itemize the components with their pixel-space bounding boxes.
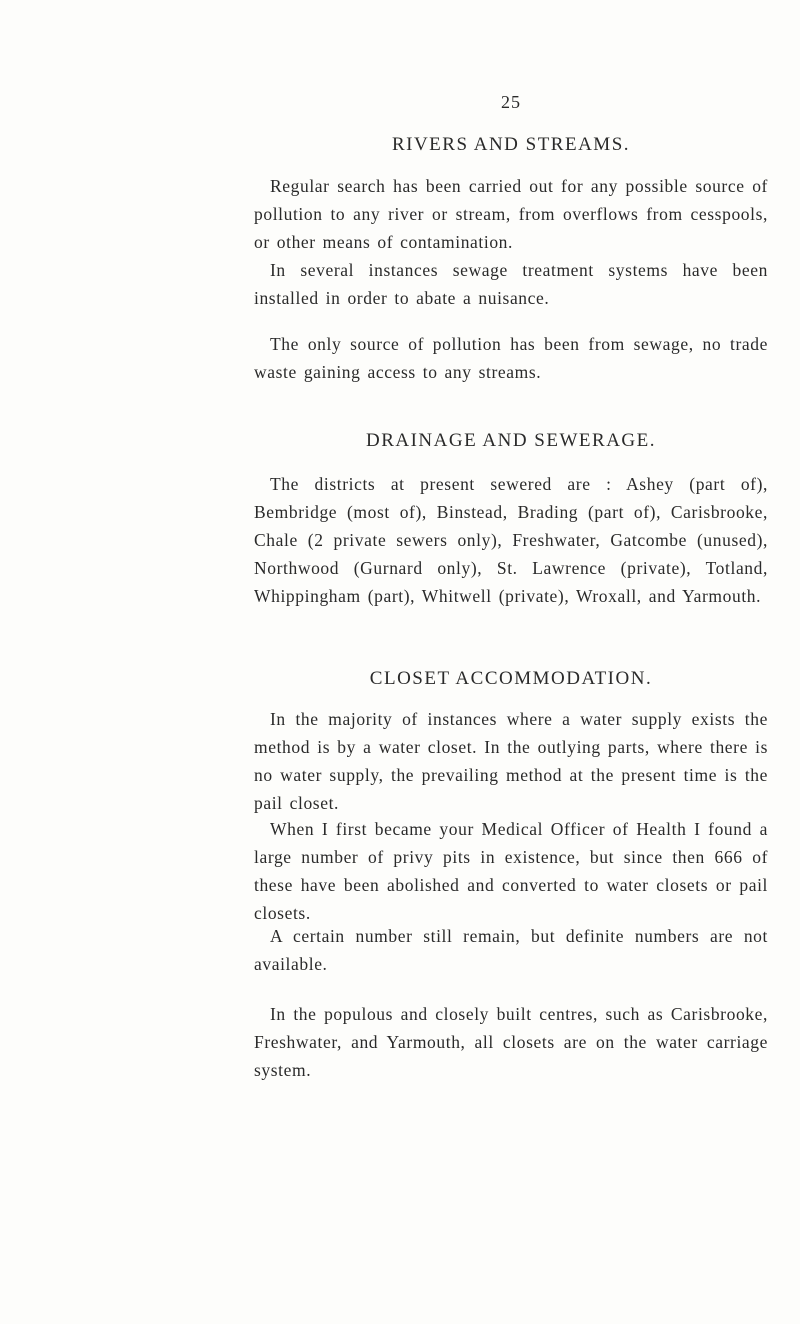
paragraph: When I first became your Medical Officer of Health I found a large number of privy pits in existence, but since then 666 of these have been abolished and converted to water closets or pail closets. [254, 819, 768, 923]
paragraph: A certain number still remain, but definite numbers are not available. [254, 926, 768, 974]
paragraph: The only source of pollution has been from sewage, no trade waste gaining access to any streams. [254, 334, 768, 382]
paragraph: In several instances sewage treatment systems have been installed in order to abate a nuisance. [254, 260, 768, 308]
heading-rivers-and-streams: RIVERS AND STREAMS. [391, 134, 631, 155]
paragraph: In the majority of instances where a water supply exists the method is by a water closet. In the outlying parts, where there is no water supply, the prevailing method at the present time is the pail closet. [254, 709, 768, 813]
paragraph: Regular search has been carried out for any possible source of pollution to any river or stream, from overflows from cesspools, or other means of contamination. [254, 176, 768, 252]
heading-drainage-and-sewerage: DRAINAGE AND SEWERAGE. [365, 430, 656, 451]
heading-closet-accommodation: CLOSET ACCOMMODATION. [369, 668, 653, 689]
paragraph: The districts at present sewered are : Ashey (part of), Bembridge (most of), Binstead, Brading (part of), Carisbrooke, Chale (2 private sewers only), Freshwater, Gatcombe (unused), Northwood (Gurnard only), St. Lawrence (private), Totland, Whippingham (part), Whitwell (private), Wroxall, and Yarmouth. [254, 474, 768, 606]
page-number: 25 [501, 92, 521, 112]
paragraph: In the populous and closely built centres, such as Carisbrooke, Freshwater, and Yarmouth, all closets are on the water carriage system. [254, 1004, 768, 1080]
